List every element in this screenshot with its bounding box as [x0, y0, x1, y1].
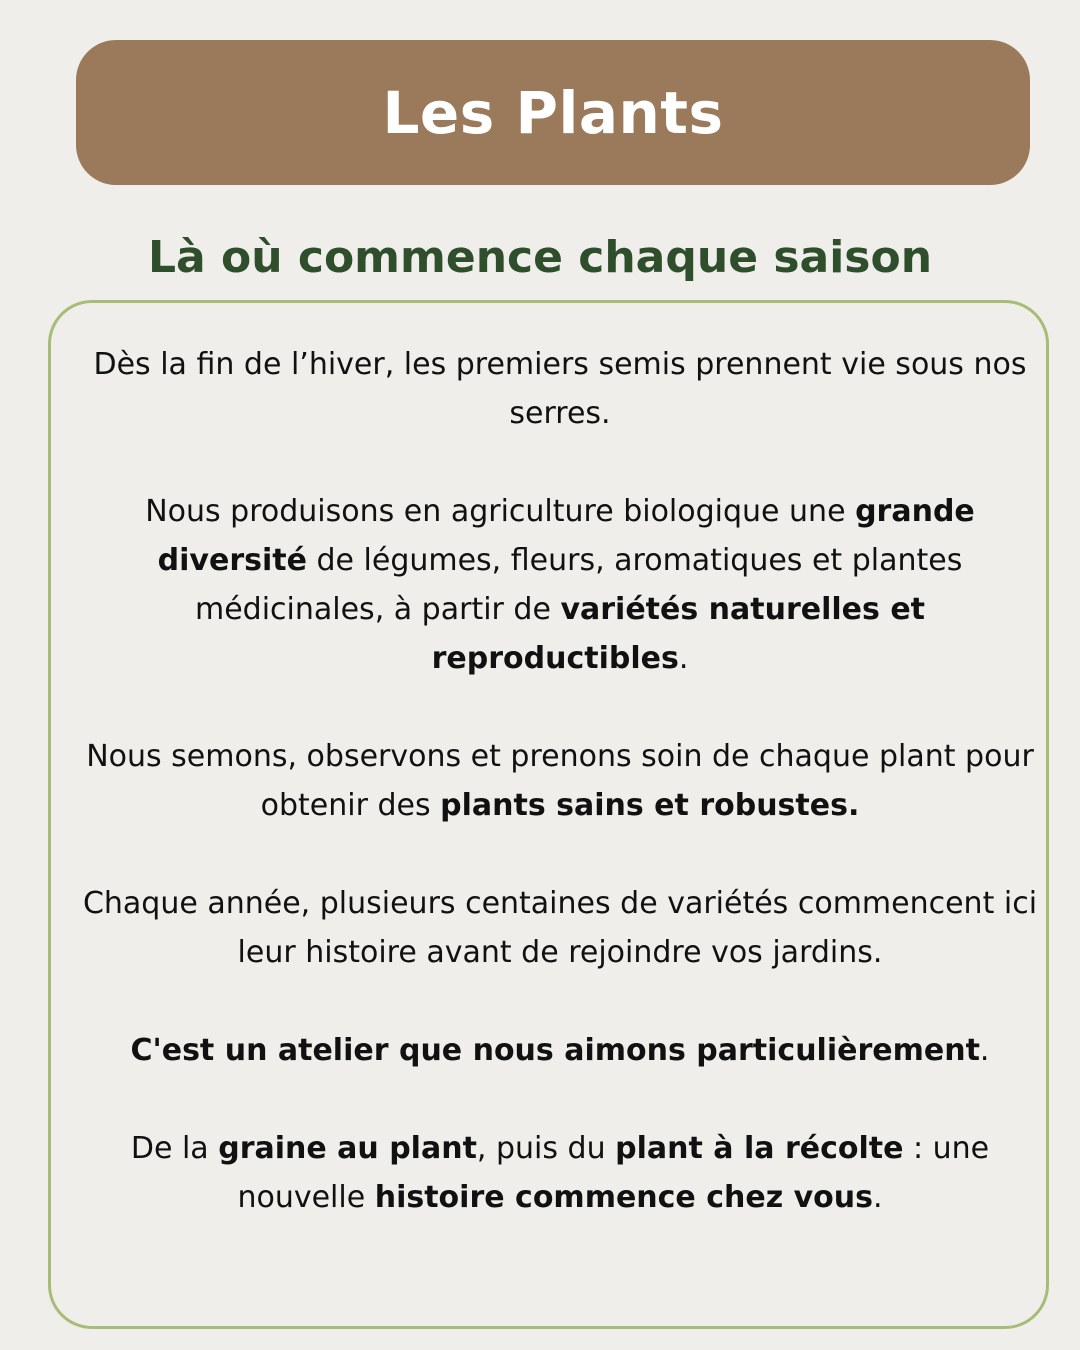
paragraph [80, 1124, 1040, 1222]
text-segment: Nous produisons en agriculture biologique une [145, 494, 856, 529]
text-segment: . [979, 1033, 990, 1068]
page-subtitle: Là où commence chaque saison [147, 232, 933, 283]
paragraph [80, 340, 1040, 438]
text-segment: Dès la fin de l’hiver, les premiers semis prennent vie sous nos serres. [93, 347, 1027, 431]
bold-text: variétés naturelles et reproductibles [431, 592, 926, 676]
text-segment: Nous semons, observons et prenons soin de chaque plant pour obtenir des [86, 739, 1034, 823]
text-segment: : une nouvelle [237, 1131, 990, 1215]
paragraph [80, 1026, 1040, 1075]
paragraph [80, 732, 1040, 830]
text-segment: . [873, 1180, 883, 1215]
bold-text: grande diversité [157, 494, 975, 578]
paragraph [80, 487, 1040, 683]
text-segment: de légumes, fleurs, aromatiques et plantes médicinales, à partir de [194, 543, 963, 627]
paragraph [80, 879, 1040, 977]
text-segment: , puis du [476, 1131, 616, 1166]
page-title: Les Plants [382, 78, 724, 147]
text-segment: Chaque année, plusieurs centaines de variétés commencent ici leur histoire avant de rejoindre vos jardins. [82, 886, 1038, 970]
bold-text: graine au plant [218, 1131, 477, 1166]
bold-text: C'est un atelier que nous aimons particulièrement [130, 1033, 980, 1068]
text-segment: De la [130, 1131, 219, 1166]
content-text [80, 340, 1040, 1222]
bold-text: plant à la récolte [615, 1131, 904, 1166]
title-banner [76, 40, 1030, 185]
bold-text: plants sains et robustes. [440, 788, 860, 823]
text-segment: . [678, 641, 689, 676]
bold-text: histoire commence chez vous [374, 1180, 873, 1215]
